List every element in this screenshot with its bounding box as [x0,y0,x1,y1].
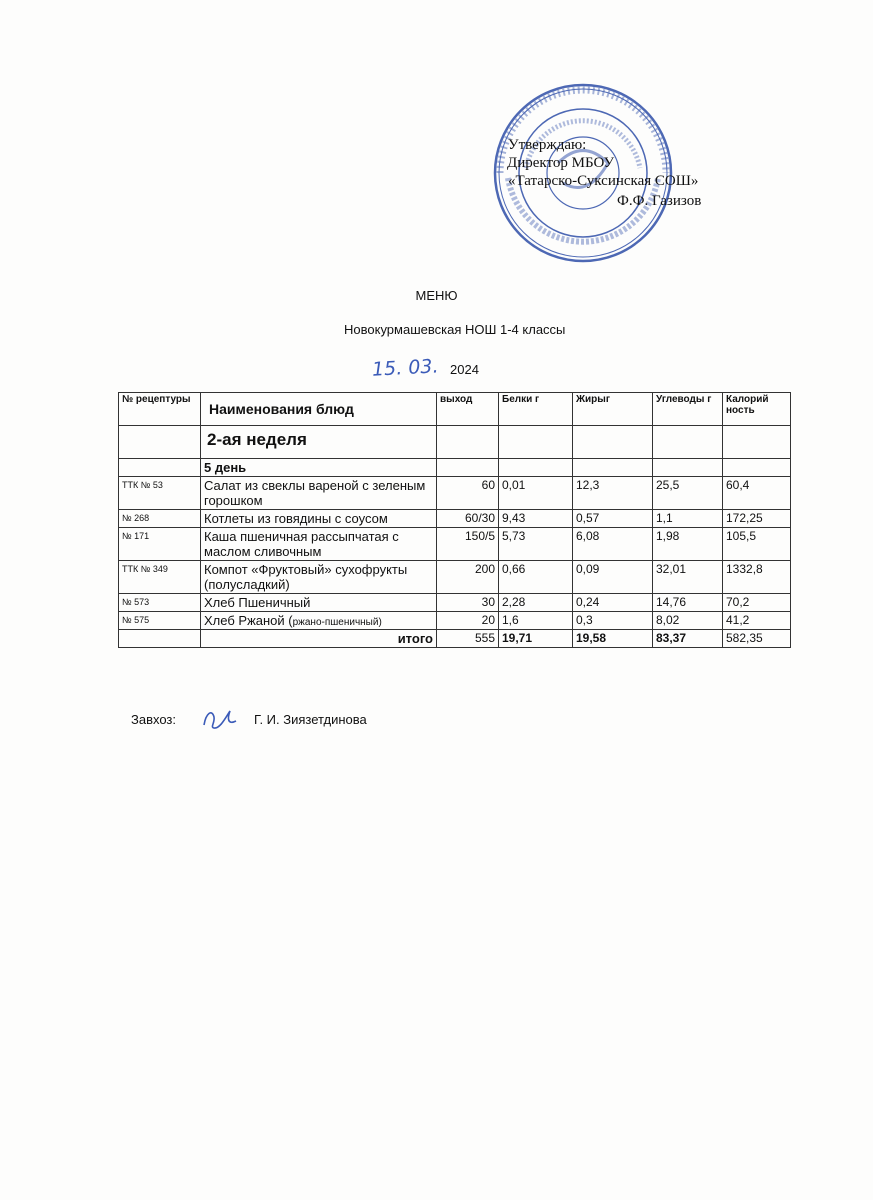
approval-line-1: Утверждаю: [508,137,587,153]
col-header-output: выход [437,393,499,426]
col-header-code: № рецептуры [119,393,201,426]
table-row: № 573 Хлеб Пшеничный 30 2,28 0,24 14,76 70,2 [119,594,791,612]
total-row: итого 555 19,71 19,58 83,37 582,35 [119,630,791,648]
page-title: МЕНЮ [415,288,458,303]
table-row: № 171 Каша пшеничная рассыпчатая с маслом сливочным 150/5 5,73 6,08 1,98 105,5 [119,528,791,561]
storekeeper-name: Г. И. Зиязетдинова [254,712,367,727]
day-label: 5 день [201,459,437,477]
year: 2024 [450,362,479,377]
col-header-fat: Жирыг [573,393,653,426]
col-header-kcal: Калорий ность [723,393,791,426]
col-header-name: Наименования блюд [201,393,437,426]
menu-table [118,392,791,648]
signature-icon [200,703,240,733]
col-header-carbs: Углеводы г [653,393,723,426]
table-row: № 268 Котлеты из говядины с соусом 60/30 9,43 0,57 1,1 172,25 [119,510,791,528]
total-label: итого [201,630,437,648]
storekeeper-label: Завхоз: [131,712,176,727]
approval-line-3: «Татарско-Суксинская СОШ» [508,173,699,189]
table-row: № 575 Хлеб Ржаной (ржано-пшеничный) 20 1,6 0,3 8,02 41,2 [119,612,791,630]
col-header-protein: Белки г [499,393,573,426]
table-row: ТТК № 53 Салат из свеклы вареной с зеленым горошком 60 0,01 12,3 25,5 60,4 [119,477,791,510]
approval-line-2: Директор МБОУ [507,155,615,171]
day-row [119,459,791,477]
week-row [119,426,791,459]
table-header [119,393,791,426]
school-name: Новокурмашевская НОШ 1-4 классы [344,322,566,337]
table-row: ТТК № 349 Компот «Фруктовый» сухофрукты (полусладкий) 200 0,66 0,09 32,01 1332,8 [119,561,791,594]
week-label: 2-ая неделя [201,426,437,459]
handwritten-date: 15. 03. [371,355,440,381]
approval-signer: Ф.Ф. Газизов [617,193,702,209]
